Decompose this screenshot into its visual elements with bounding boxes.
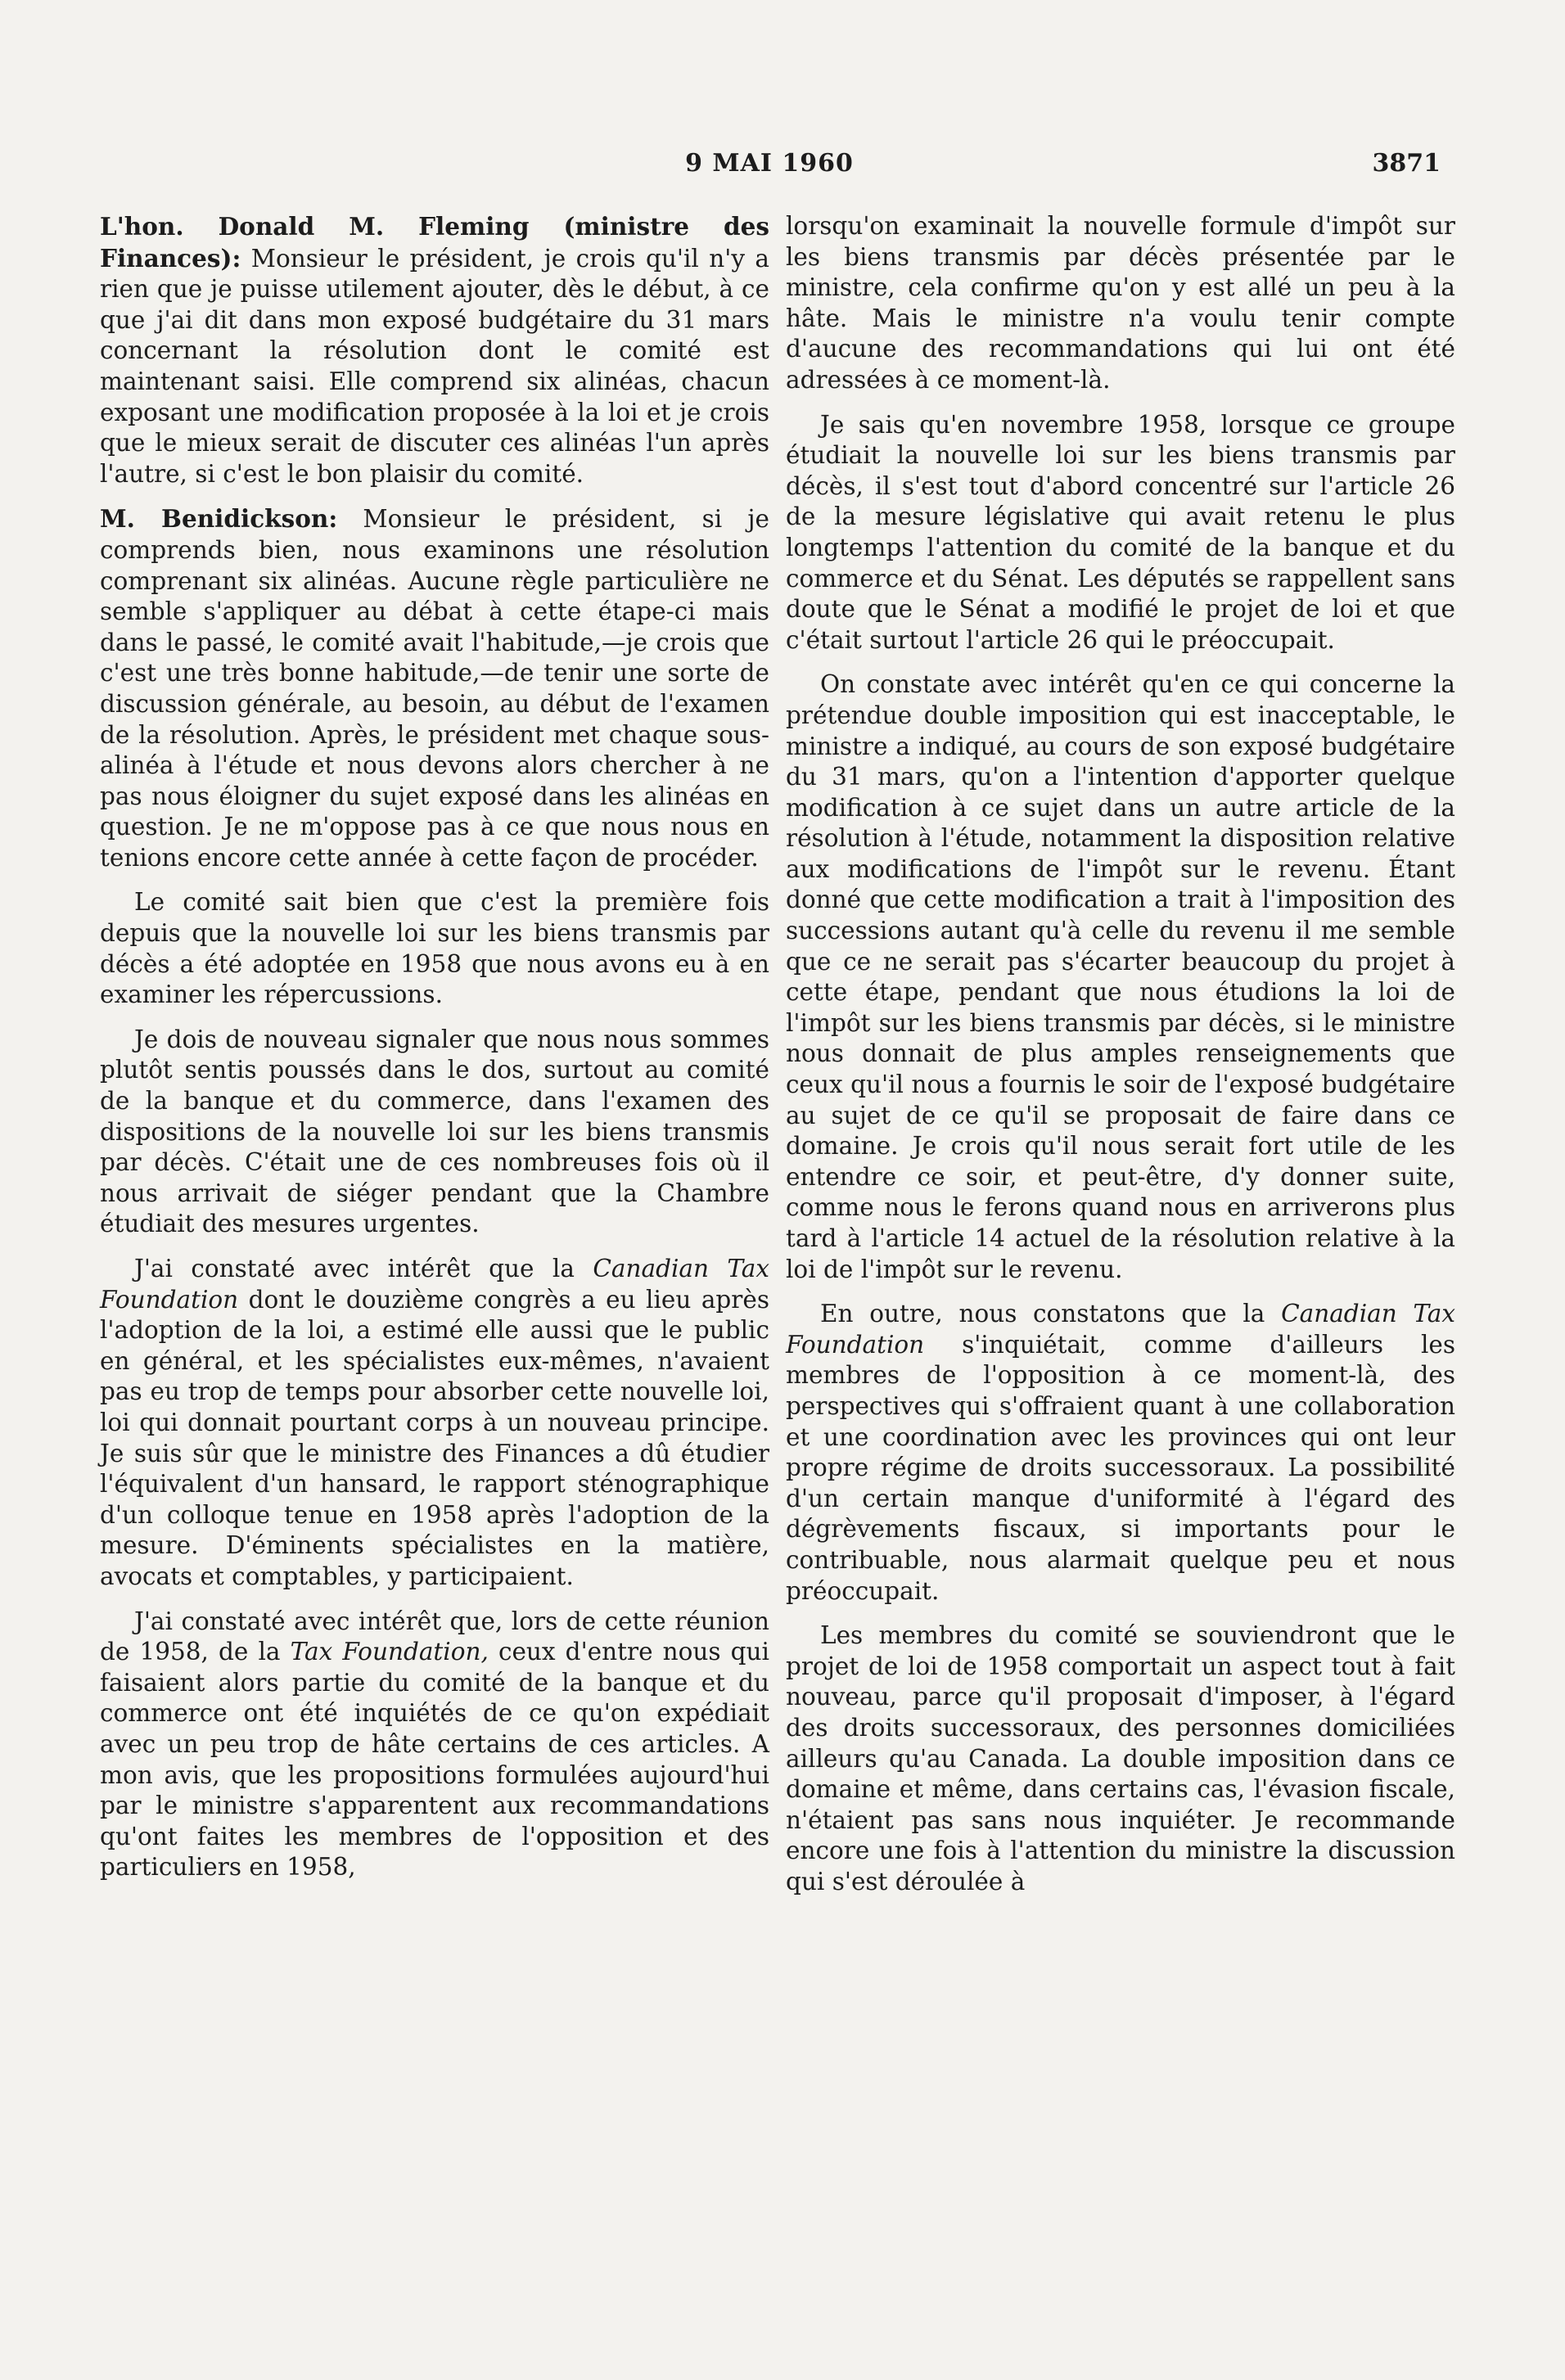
italic-name: Canadian Tax Foundation	[100, 1255, 770, 1314]
paragraph-text: dont le douzième congrès a eu lieu après l'adoption de la loi, a estimé elle aussi que le public en général, et les spécialistes eux-mêmes, n'avaient pas eu trop de temps pour absorber cette nouvelle loi, loi qui donnait pourtant corps à un nouveau principe. Je suis sûr que le ministre des Finances a dû étudier l'équivalent d'un hansard, le rapport sténographique d'un colloque tenue en 1958 après l'adoption de la mesure. D'éminents spécialistes en la matière, avocats et comptables, y participaient.	[100, 1285, 769, 1590]
paragraph: Le comité sait bien que c'est la première fois depuis que la nouvelle loi sur les biens transmis par décès a été adoptée en 1958 que nous avons eu à en examiner les répercussions.	[100, 888, 769, 1009]
left-column	[100, 211, 769, 1897]
paragraph: Je dois de nouveau signaler que nous nous sommes plutôt sentis poussés dans le dos, surtout au comité de la banque et du commerce, dans l'examen des dispositions de la nouvelle loi sur les biens transmis par décès. C'était une de ces nombreuses fois où il nous arrivait de siéger pendant que la Chambre étudiait des mesures urgentes.	[100, 1025, 769, 1238]
paragraph: Je sais qu'en novembre 1958, lorsque ce groupe étudiait la nouvelle loi sur les biens transmis par décès, il s'est tout d'abord concentré sur l'article 26 de la mesure législative qui avait retenu le plus longtemps l'attention du comité de la banque et du commerce et du Sénat. Les députés se rappellent sans doute que le Sénat a modifié le projet de loi et que c'était surtout l'article 26 qui le préoccupait.	[786, 410, 1455, 654]
paragraph-text: s'inquiétait, comme d'ailleurs les membres de l'opposition à ce moment-là, des perspectives qui s'offraient quant à une collaboration et une coordination avec les provinces qui ont leur propre régime de droits successoraux. La possibilité d'un certain manque d'uniformité à l'égard des dégrèvements fiscaux, si importants pour le contribuable, nous alarmait quelque peu et nous préoccupait.	[786, 1330, 1455, 1605]
header-date: 9 MAI 1960	[685, 149, 854, 178]
page-header	[98, 149, 1441, 195]
paragraph-text: Monsieur le président, je crois qu'il n'y a rien que je puisse utilement ajouter, dès le début, à ce que j'ai dit dans mon exposé budgétaire du 31 mars concernant la résolution dont le comité est maintenant saisi. Elle comprend six alinéas, chacun exposant une modification proposée à la loi et je crois que le mieux serait de discuter ces alinéas l'un après l'autre, si c'est le bon plaisir du comité.	[100, 244, 769, 488]
italic-name: Canadian Tax Foundation	[786, 1300, 1456, 1359]
speaker-name: L'hon. Donald M. Fleming (ministre des Finances):	[100, 212, 769, 273]
paragraph	[100, 1607, 769, 1883]
paragraph	[100, 1254, 769, 1593]
paragraph-text: Monsieur le président, si je comprends bien, nous examinons une résolution comprenant six alinéas. Aucune règle particulière ne semble s'appliquer au débat à cette étape-ci mais dans le passé, le comité avait l'habitude,—je crois que c'est une très bonne habitude,—de tenir une sorte de discussion générale, au besoin, au début de l'examen de la résolution. Après, le président met chaque sous-alinéa à l'étude et nous devons alors chercher à ne pas nous éloigner du sujet exposé dans les alinéas en question. Je ne m'oppose pas à ce que nous nous en tenions encore cette année à cette façon de procéder.	[100, 505, 769, 872]
italic-name: Tax Foundation,	[290, 1638, 489, 1666]
right-column	[786, 211, 1455, 1911]
paragraph-text: ceux d'entre nous qui faisaient alors partie du comité de la banque et du commerce ont été inquiétés de ce qu'on expédiait avec un peu trop de hâte certains de ces articles. A mon avis, que les propositions formulées aujourd'hui par le ministre s'apparentent aux recommandations qu'ont faites les membres de l'opposition et des particuliers en 1958,	[100, 1638, 769, 1882]
paragraph: lorsqu'on examinait la nouvelle formule d'impôt sur les biens transmis par décès présentée par le ministre, cela confirme qu'on y est allé un peu à la hâte. Mais le ministre n'a voulu tenir compte d'aucune des recommandations qui lui ont été adressées à ce moment-là.	[786, 212, 1455, 394]
paragraph	[100, 503, 769, 873]
paragraph	[100, 211, 769, 489]
paragraph-text: J'ai constaté avec intérêt que, lors de cette réunion de 1958, de la	[100, 1607, 769, 1666]
paragraph-text: J'ai constaté avec intérêt que la	[134, 1255, 593, 1282]
header-page-number: 3871	[1372, 149, 1441, 178]
paragraph	[786, 1299, 1455, 1607]
paragraph-text: En outre, nous constatons que la	[820, 1300, 1282, 1328]
paragraph: On constate avec intérêt qu'en ce qui concerne la prétendue double imposition qui est inacceptable, le ministre a indiqué, au cours de son exposé budgétaire du 31 mars, qu'on a l'intention d'apporter quelque modification à ce sujet dans un autre article de la résolution à l'étude, notamment la disposition relative aux modifications de l'impôt sur le revenu. Étant donné que cette modification a trait à l'imposition des successions autant qu'à celle du revenu il me semble que ce ne serait pas s'écarter beaucoup du projet à cette étape, pendant que nous étudions la loi de l'impôt sur les biens transmis par décès, si le ministre nous donnait de plus amples renseignements que ceux qu'il nous a fournis le soir de l'exposé budgétaire au sujet de ce qu'il se proposait de faire dans ce domaine. Je crois qu'il nous serait fort utile de les entendre ce soir, et peut-être, d'y donner suite, comme nous le ferons quand nous en arriverons plus tard à l'article 14 actuel de la résolution relative à la loi de l'impôt sur le revenu.	[786, 670, 1455, 1283]
paragraph: Les membres du comité se souviendront que le projet de loi de 1958 comportait un aspect tout à fait nouveau, parce qu'il proposait d'imposer, à l'égard des droits successoraux, des personnes domiciliées ailleurs qu'au Canada. La double imposition dans ce domaine et même, dans certains cas, l'évasion fiscale, n'étaient pas sans nous inquiéter. Je recommande encore une fois à l'attention du ministre la discussion qui s'est déroulée à	[786, 1621, 1455, 1895]
speaker-name: M. Benidickson:	[100, 504, 338, 534]
